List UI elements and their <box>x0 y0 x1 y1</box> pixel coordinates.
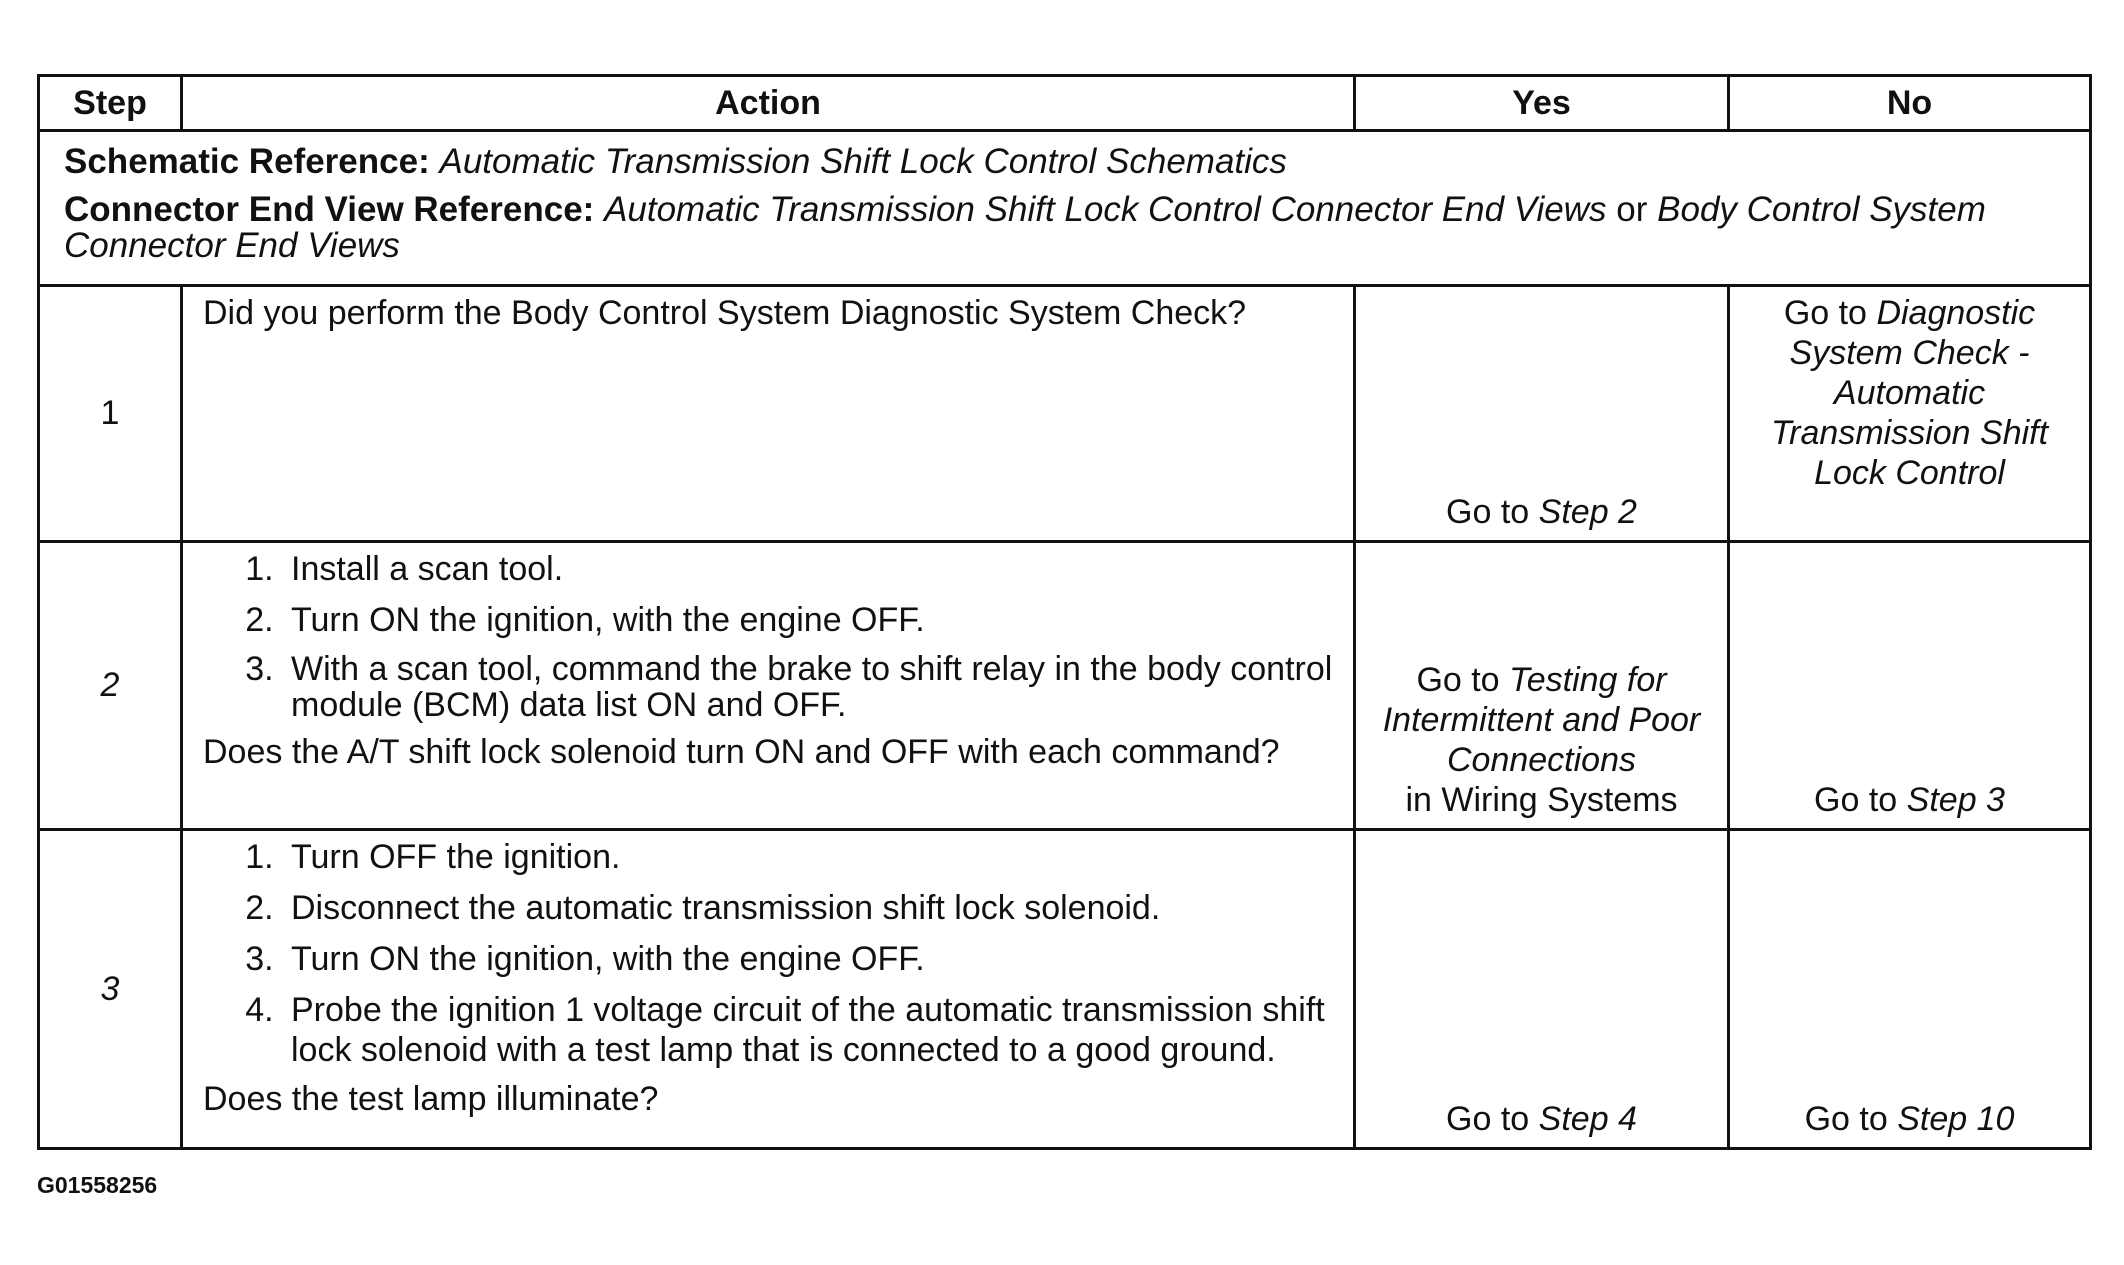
no-target: Step 3 <box>1906 781 2005 819</box>
no-prefix: Go to <box>1804 1100 1888 1138</box>
step-row-1 <box>39 286 2091 542</box>
action-item: 1. Install a scan tool. <box>283 549 1333 589</box>
yes-result <box>1355 286 1729 542</box>
action-item: 1. Turn OFF the ignition. <box>283 837 1333 877</box>
yes-target: Testing for Intermittent and Poor Connections <box>1382 661 1701 779</box>
action-cell <box>182 542 1355 830</box>
action-cell <box>182 286 1355 542</box>
yes-suffix: in Wiring Systems <box>1405 781 1678 819</box>
connector-reference-joiner: or <box>1616 190 1648 229</box>
yes-target: Step 4 <box>1538 1100 1637 1138</box>
yes-target: Step 2 <box>1538 493 1637 531</box>
action-item: 3. Turn ON the ignition, with the engine OFF. <box>283 939 1333 979</box>
action-list <box>203 837 1333 1070</box>
connector-reference-text: Automatic Transmission Shift Lock Control Connector End Views <box>604 190 1607 229</box>
no-result <box>1729 542 2091 830</box>
action-item: 3. With a scan tool, command the brake to shift relay in the body control module (BCM) data list ON and OFF. <box>283 651 1333 723</box>
schematic-reference <box>64 144 2065 180</box>
action-cell <box>182 830 1355 1149</box>
no-target: Diagnostic System Check - Automatic Transmission Shift Lock Control <box>1770 294 2049 492</box>
header-step: Step <box>39 76 182 131</box>
step-number: 3 <box>39 830 182 1149</box>
yes-prefix: Go to <box>1446 1100 1530 1138</box>
yes-prefix: Go to <box>1416 661 1500 699</box>
header-action: Action <box>182 76 1355 131</box>
yes-result <box>1355 830 1729 1149</box>
step-row-3 <box>39 830 2091 1149</box>
diagnostic-table <box>37 74 2092 1150</box>
action-item: 2. Turn ON the ignition, with the engine OFF. <box>283 600 1333 640</box>
schematic-reference-label: Schematic Reference: <box>64 142 430 181</box>
schematic-reference-text: Automatic Transmission Shift Lock Control Schematics <box>439 142 1287 181</box>
connector-reference-text-2: Body Control System Connector End Views <box>64 190 1986 265</box>
yes-prefix: Go to <box>1446 493 1530 531</box>
step-row-2 <box>39 542 2091 830</box>
no-target: Step 10 <box>1897 1100 2015 1138</box>
no-prefix: Go to <box>1814 781 1898 819</box>
step-number: 2 <box>39 542 182 830</box>
header-no: No <box>1729 76 2091 131</box>
connector-reference-label: Connector End View Reference: <box>64 190 595 229</box>
action-list <box>203 549 1333 723</box>
action-item: 2. Disconnect the automatic transmission shift lock solenoid. <box>283 888 1333 928</box>
reference-row <box>39 131 2091 286</box>
step-question: Does the test lamp illuminate? <box>203 1080 659 1118</box>
connector-reference <box>64 192 2065 264</box>
no-prefix: Go to <box>1783 294 1867 332</box>
step-number: 1 <box>39 286 182 542</box>
yes-result <box>1355 542 1729 830</box>
reference-cell <box>39 131 2091 286</box>
figure-id: G01558256 <box>37 1172 158 1198</box>
no-result <box>1729 830 2091 1149</box>
header-row <box>39 76 2091 131</box>
action-item: 4. Probe the ignition 1 voltage circuit of the automatic transmission shift lock solenoid with a test lamp that is connected to a good ground. <box>283 990 1333 1070</box>
step-question: Did you perform the Body Control System Diagnostic System Check? <box>203 294 1247 332</box>
header-yes: Yes <box>1355 76 1729 131</box>
step-question: Does the A/T shift lock solenoid turn ON and OFF with each command? <box>203 733 1280 771</box>
no-result <box>1729 286 2091 542</box>
